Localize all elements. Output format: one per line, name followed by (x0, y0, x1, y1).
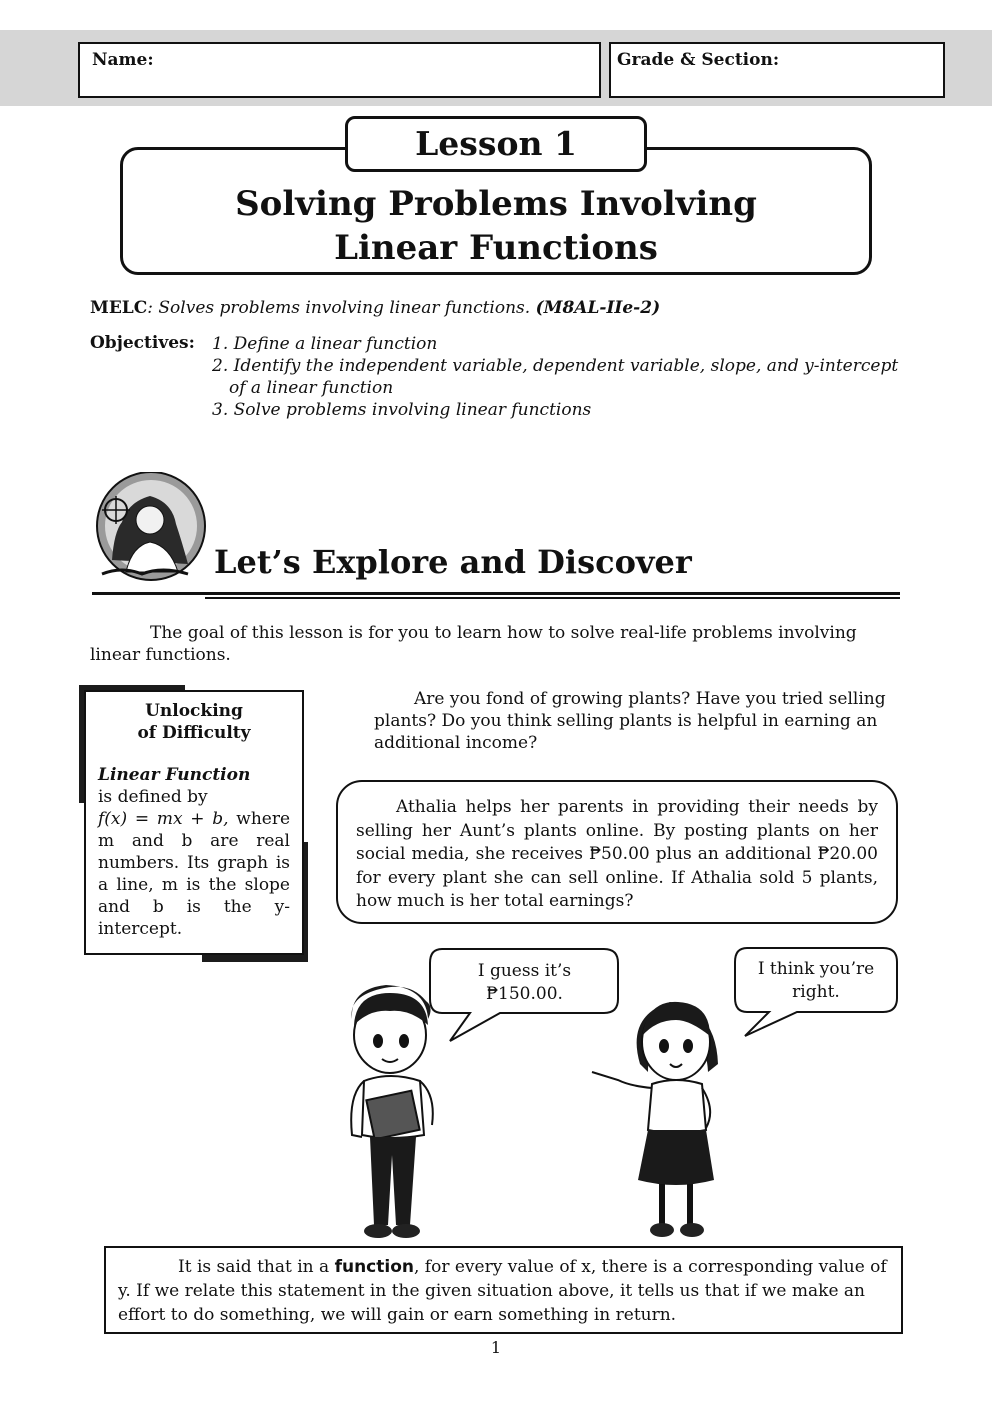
term-definition (98, 786, 290, 940)
definition-formula: f(x) = mx + b, (98, 809, 229, 829)
objective-2-cont: of a linear function (229, 378, 394, 398)
lesson-title-line-1: Solving Problems Involving (235, 184, 757, 224)
objectives-label: Objectives: (90, 333, 195, 353)
boy-with-book-illustration (340, 985, 450, 1243)
melc-code: (M8AL-IIe-2) (535, 298, 661, 318)
melc-text: Solves problems involving linear functions. (158, 298, 531, 318)
unlocking-difficulty-box (84, 690, 304, 955)
section-divider-thin (205, 597, 900, 599)
name-label: Name: (92, 50, 154, 70)
definition-part-2: where (236, 809, 291, 829)
function-concept-box (104, 1246, 903, 1334)
page-number: 1 (490, 1338, 502, 1357)
term-linear-function: Linear Function (98, 765, 251, 785)
grade-section-field[interactable] (609, 42, 945, 98)
boy-speech-line-1: I guess it’s (477, 961, 572, 981)
word-problem-box (336, 780, 898, 924)
lesson-title (120, 182, 872, 270)
concept-keyword: function (334, 1257, 414, 1277)
definition-part-1: is defined by (98, 787, 208, 807)
boy-speech-line-2: ₱150.00. (486, 984, 563, 1004)
unlocking-title-1: Unlocking (145, 701, 243, 721)
grade-section-label: Grade & Section: (617, 50, 780, 70)
girl-speech-line-1: I think you’re (757, 959, 875, 979)
lesson-goal: The goal of this lesson is for you to learn how to solve real-life problems involving linear functions. (90, 623, 857, 665)
lesson-title-line-2: Linear Functions (334, 228, 658, 268)
concept-text-part-1: It is said that in a (178, 1257, 335, 1277)
word-problem-text: Athalia helps her parents in providing their needs by selling her Aunt’s plants online. By posting plants on her social media, she receives ₱50.00 plus an additional ₱20.00 for every plant she can sell online. If Athalia sold 5 plants, how much is her total earnings? (356, 797, 878, 911)
objective-1: 1. Define a linear function (212, 334, 438, 354)
objective-2: 2. Identify the independent variable, dependent variable, slope, and y-intercept (212, 356, 899, 376)
objective-3: 3. Solve problems involving linear functions (212, 400, 592, 420)
name-field[interactable] (78, 42, 601, 98)
unlocking-title-2: of Difficulty (137, 723, 251, 743)
girl-gesturing-illustration (590, 980, 738, 1242)
girl-speech-text (737, 958, 895, 1004)
melc-colon: : (147, 298, 153, 318)
melc (90, 298, 660, 318)
concept-text-part-2: , for every value of x, there is a corresponding value of y. If we relate this statement in the given situation above, it tells us that if we make an effort to do something, we will gain or earn something in return. (118, 1257, 887, 1325)
section-divider (92, 592, 900, 595)
definition-part-3: m and b are real numbers. Its graph is a line, m is the slope and b is the y-intercept. (98, 831, 290, 939)
girl-speech-line-2: right. (792, 982, 840, 1002)
section-heading: Let’s Explore and Discover (214, 543, 692, 581)
melc-label: MELC (90, 298, 148, 318)
lesson-number: Lesson 1 (345, 116, 647, 172)
intro-question: Are you fond of growing plants? Have you tried selling plants? Do you think selling plants is helpful in earning an additional income? (374, 689, 886, 753)
explorer-emblem-icon (92, 472, 210, 584)
